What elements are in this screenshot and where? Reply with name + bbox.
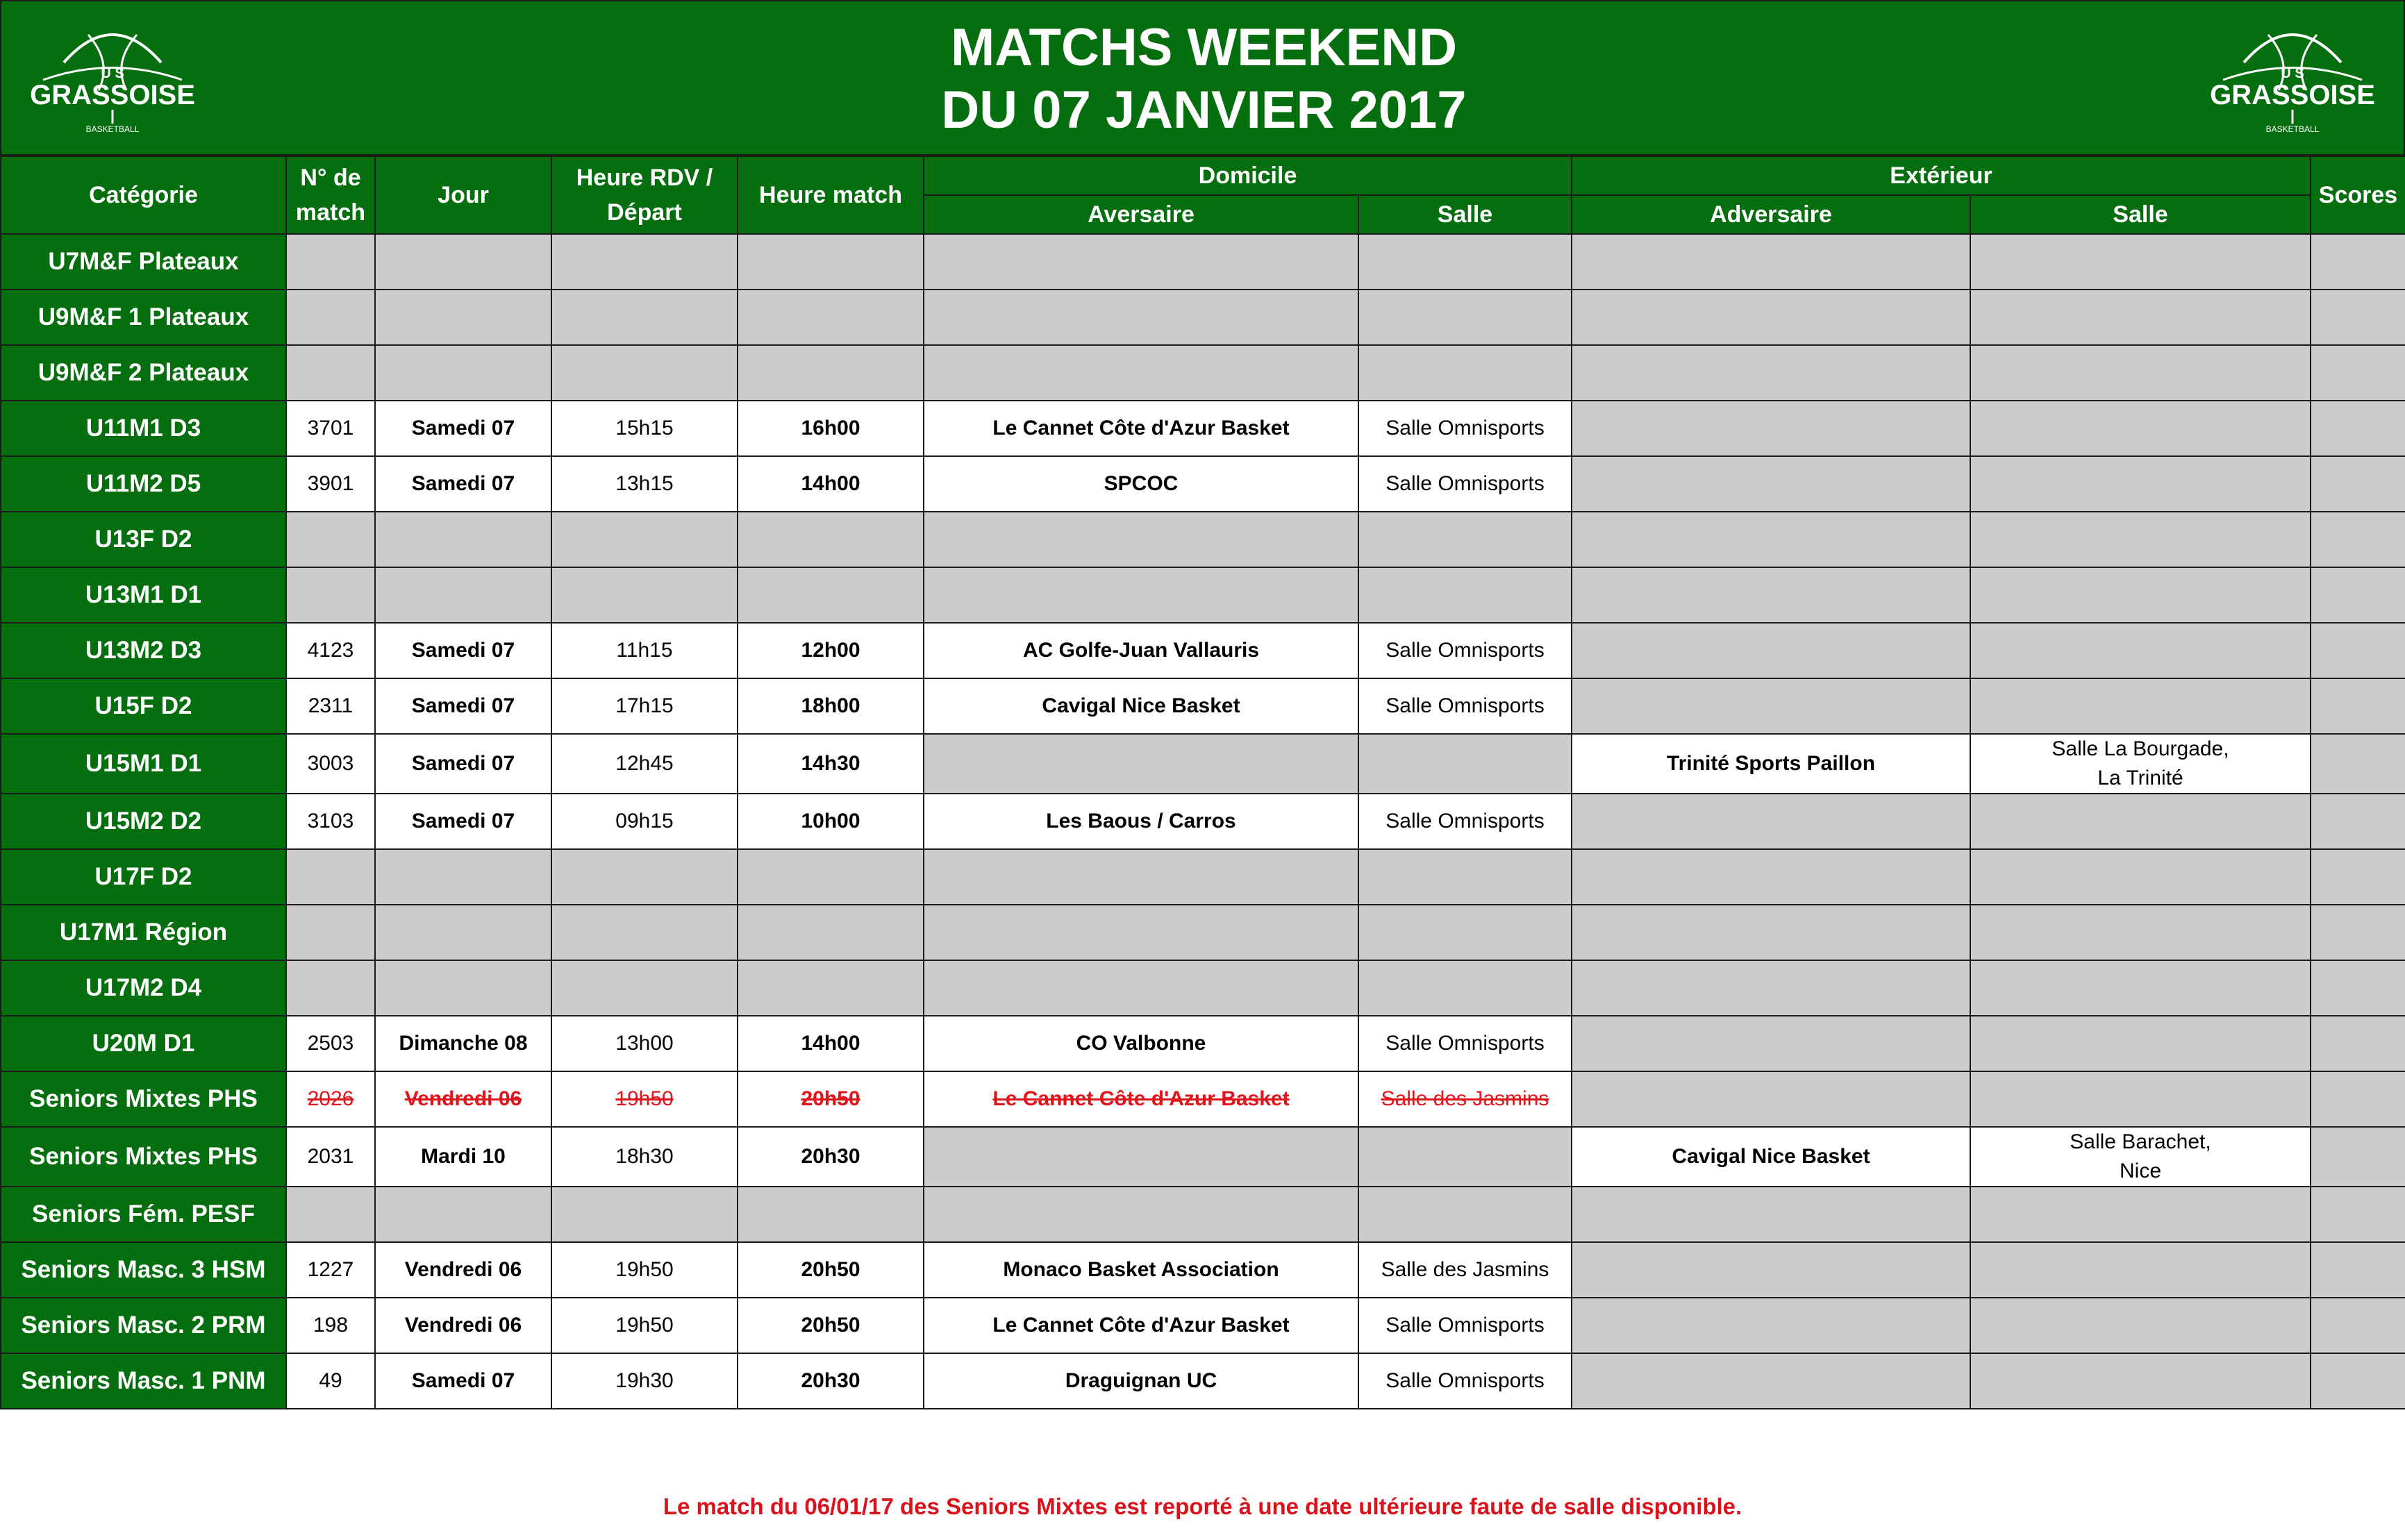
cell-category: U7M&F Plateaux — [1, 234, 286, 290]
cell-score — [2311, 290, 2405, 345]
cell-match-number: 1227 — [286, 1242, 375, 1298]
cell-away-venue — [1970, 1242, 2311, 1298]
cell-away-venue — [1970, 1353, 2311, 1409]
cell-match-number — [286, 905, 375, 960]
cell-day — [375, 234, 551, 290]
cell-match-number: 3701 — [286, 401, 375, 456]
cell-away-opponent — [1572, 512, 1970, 567]
cell-day — [375, 512, 551, 567]
cell-category: U17M1 Région — [1, 905, 286, 960]
cell-meeting-time: 11h15 — [551, 623, 738, 678]
cell-away-venue — [1970, 1071, 2311, 1127]
cell-home-venue: Salle Omnisports — [1358, 623, 1572, 678]
cell-home-venue: Salle des Jasmins — [1358, 1242, 1572, 1298]
cell-meeting-time — [551, 512, 738, 567]
table-row — [1, 678, 2405, 734]
cell-score — [2311, 234, 2405, 290]
cell-away-opponent — [1572, 623, 1970, 678]
cell-match-number — [286, 512, 375, 567]
table-row — [1, 1127, 2405, 1187]
cell-score — [2311, 1071, 2405, 1127]
cell-away-venue: Salle La Bourgade, La Trinité — [1970, 734, 2311, 794]
cell-meeting-time: 13h15 — [551, 456, 738, 512]
cell-match-time — [738, 849, 924, 905]
header-scores: Scores — [2311, 156, 2405, 234]
cell-day: Vendredi 06 — [375, 1242, 551, 1298]
cell-category: Seniors Masc. 1 PNM — [1, 1353, 286, 1409]
cell-match-time: 18h00 — [738, 678, 924, 734]
cell-home-opponent: SPCOC — [924, 456, 1358, 512]
cell-away-opponent: Cavigal Nice Basket — [1572, 1127, 1970, 1187]
cell-category: U11M1 D3 — [1, 401, 286, 456]
cell-category: U17F D2 — [1, 849, 286, 905]
cell-day — [375, 960, 551, 1016]
cell-match-number: 4123 — [286, 623, 375, 678]
header-exterieur: Extérieur — [1572, 156, 2311, 195]
cell-away-venue — [1970, 1016, 2311, 1071]
postponement-notice: Le match du 06/01/17 des Seniors Mixtes est reporté à une date ultérieure faute de salle disponible. — [663, 1493, 1742, 1519]
page-title-line2: DU 07 JANVIER 2017 — [941, 81, 1467, 140]
header-domicile-salle: Salle — [1358, 195, 1572, 234]
cell-match-time: 14h30 — [738, 734, 924, 794]
cell-meeting-time: 12h45 — [551, 734, 738, 794]
cell-away-venue — [1970, 1298, 2311, 1353]
cell-score — [2311, 1127, 2405, 1187]
cell-score — [2311, 1298, 2405, 1353]
header-exterieur-adversaire: Adversaire — [1572, 195, 1970, 234]
cell-away-opponent — [1572, 567, 1970, 623]
cell-score — [2311, 345, 2405, 401]
cell-home-venue — [1358, 234, 1572, 290]
cell-day — [375, 290, 551, 345]
cell-match-time — [738, 512, 924, 567]
cell-match-time: 14h00 — [738, 456, 924, 512]
cell-score — [2311, 849, 2405, 905]
table-row — [1, 794, 2405, 849]
cell-meeting-time — [551, 849, 738, 905]
cell-match-time — [738, 905, 924, 960]
cell-home-opponent — [924, 567, 1358, 623]
cell-category: U11M2 D5 — [1, 456, 286, 512]
cell-category: Seniors Masc. 3 HSM — [1, 1242, 286, 1298]
cell-category: U15F D2 — [1, 678, 286, 734]
cell-category: U13F D2 — [1, 512, 286, 567]
cell-match-number — [286, 567, 375, 623]
cell-match-number — [286, 234, 375, 290]
cell-home-opponent: Monaco Basket Association — [924, 1242, 1358, 1298]
cell-day — [375, 345, 551, 401]
cell-home-opponent: AC Golfe-Juan Vallauris — [924, 623, 1358, 678]
cell-match-time: 16h00 — [738, 401, 924, 456]
table-row — [1, 1187, 2405, 1242]
cell-away-venue — [1970, 290, 2311, 345]
cell-day: Samedi 07 — [375, 794, 551, 849]
cell-category: U17M2 D4 — [1, 960, 286, 1016]
cell-match-number: 3103 — [286, 794, 375, 849]
cell-meeting-time — [551, 290, 738, 345]
cell-meeting-time — [551, 234, 738, 290]
cell-home-opponent — [924, 512, 1358, 567]
cell-away-venue — [1970, 678, 2311, 734]
cell-away-venue — [1970, 623, 2311, 678]
table-row — [1, 849, 2405, 905]
cell-score — [2311, 401, 2405, 456]
cell-meeting-time — [551, 1187, 738, 1242]
header-categorie: Catégorie — [1, 156, 286, 234]
cell-home-opponent — [924, 345, 1358, 401]
cell-meeting-time: 13h00 — [551, 1016, 738, 1071]
cell-score — [2311, 678, 2405, 734]
cell-away-opponent — [1572, 1242, 1970, 1298]
club-logo-right — [2202, 14, 2383, 139]
cell-away-venue — [1970, 849, 2311, 905]
table-row — [1, 1242, 2405, 1298]
cell-away-opponent — [1572, 794, 1970, 849]
cell-score — [2311, 734, 2405, 794]
cell-away-opponent — [1572, 1298, 1970, 1353]
cell-home-venue: Salle Omnisports — [1358, 401, 1572, 456]
cell-meeting-time: 17h15 — [551, 678, 738, 734]
table-row — [1, 456, 2405, 512]
cell-score — [2311, 960, 2405, 1016]
cell-meeting-time: 19h30 — [551, 1353, 738, 1409]
match-schedule-table — [0, 156, 2405, 1409]
cell-match-number: 2031 — [286, 1127, 375, 1187]
cell-home-opponent — [924, 1127, 1358, 1187]
cell-match-time — [738, 567, 924, 623]
cell-home-opponent: Le Cannet Côte d'Azur Basket — [924, 401, 1358, 456]
cell-home-opponent: Cavigal Nice Basket — [924, 678, 1358, 734]
cell-home-venue — [1358, 734, 1572, 794]
cell-away-opponent — [1572, 905, 1970, 960]
cell-meeting-time — [551, 567, 738, 623]
cell-day: Samedi 07 — [375, 734, 551, 794]
cell-day: Vendredi 06 — [375, 1298, 551, 1353]
cell-home-venue — [1358, 567, 1572, 623]
cell-match-number: 2503 — [286, 1016, 375, 1071]
cell-home-opponent — [924, 290, 1358, 345]
cell-away-opponent — [1572, 1016, 1970, 1071]
cell-home-venue: Salle Omnisports — [1358, 678, 1572, 734]
cell-meeting-time — [551, 905, 738, 960]
cell-match-time: 20h50 — [738, 1298, 924, 1353]
cell-home-opponent — [924, 234, 1358, 290]
cell-home-opponent — [924, 960, 1358, 1016]
cell-match-time: 12h00 — [738, 623, 924, 678]
svg-text:U S: U S — [2281, 66, 2304, 81]
cell-category: Seniors Masc. 2 PRM — [1, 1298, 286, 1353]
cell-meeting-time: 19h50 — [551, 1298, 738, 1353]
cell-away-venue — [1970, 234, 2311, 290]
cell-home-venue — [1358, 960, 1572, 1016]
cell-home-venue: Salle Omnisports — [1358, 1353, 1572, 1409]
svg-text:GRASSOISE: GRASSOISE — [2210, 80, 2375, 110]
cell-match-time — [738, 1187, 924, 1242]
header-domicile-adversaire: Aversaire — [924, 195, 1358, 234]
cell-score — [2311, 1187, 2405, 1242]
cell-match-time: 10h00 — [738, 794, 924, 849]
cell-category: U15M1 D1 — [1, 734, 286, 794]
cell-match-number: 49 — [286, 1353, 375, 1409]
table-row — [1, 234, 2405, 290]
cell-home-venue: Salle Omnisports — [1358, 456, 1572, 512]
header-heure-match: Heure match — [738, 156, 924, 234]
table-row — [1, 401, 2405, 456]
cell-away-opponent — [1572, 849, 1970, 905]
table-body — [1, 234, 2405, 1409]
table-header — [1, 156, 2405, 234]
cell-category: Seniors Mixtes PHS — [1, 1071, 286, 1127]
cell-match-number — [286, 345, 375, 401]
cell-score — [2311, 512, 2405, 567]
svg-text:U S: U S — [101, 66, 124, 81]
cell-away-opponent — [1572, 401, 1970, 456]
title-banner — [0, 0, 2405, 156]
cell-day: Samedi 07 — [375, 1353, 551, 1409]
cell-meeting-time: 18h30 — [551, 1127, 738, 1187]
cell-home-opponent — [924, 1187, 1358, 1242]
cell-match-time: 20h50 — [738, 1242, 924, 1298]
table-row — [1, 623, 2405, 678]
cell-score — [2311, 623, 2405, 678]
cell-category: U9M&F 1 Plateaux — [1, 290, 286, 345]
cell-home-venue — [1358, 345, 1572, 401]
cell-category: U13M1 D1 — [1, 567, 286, 623]
cell-away-venue — [1970, 512, 2311, 567]
cell-match-number — [286, 1187, 375, 1242]
table-row — [1, 512, 2405, 567]
cell-away-opponent — [1572, 234, 1970, 290]
header-no-match: N° de match — [286, 156, 375, 234]
cell-category: U15M2 D2 — [1, 794, 286, 849]
svg-text:GRASSOISE: GRASSOISE — [30, 80, 195, 110]
cell-match-number — [286, 290, 375, 345]
cell-home-venue: Salle Omnisports — [1358, 1298, 1572, 1353]
cell-category: U9M&F 2 Plateaux — [1, 345, 286, 401]
cell-meeting-time: 09h15 — [551, 794, 738, 849]
cell-day: Samedi 07 — [375, 401, 551, 456]
cell-away-opponent — [1572, 1071, 1970, 1127]
svg-text:BASKETBALL: BASKETBALL — [85, 124, 140, 134]
cell-away-opponent — [1572, 290, 1970, 345]
cell-away-opponent — [1572, 960, 1970, 1016]
cell-day — [375, 849, 551, 905]
cell-home-venue — [1358, 849, 1572, 905]
table-row — [1, 567, 2405, 623]
cell-match-time — [738, 234, 924, 290]
cell-category: Seniors Fém. PESF — [1, 1187, 286, 1242]
cell-away-venue: Salle Barachet, Nice — [1970, 1127, 2311, 1187]
cell-day — [375, 567, 551, 623]
svg-text:BASKETBALL: BASKETBALL — [2265, 124, 2320, 134]
cell-meeting-time — [551, 960, 738, 1016]
cell-day — [375, 1187, 551, 1242]
cell-away-venue — [1970, 567, 2311, 623]
cell-away-venue — [1970, 345, 2311, 401]
cell-home-venue: Salle Omnisports — [1358, 794, 1572, 849]
cell-home-venue — [1358, 1127, 1572, 1187]
cell-home-opponent — [924, 849, 1358, 905]
cell-category: U20M D1 — [1, 1016, 286, 1071]
cell-score — [2311, 905, 2405, 960]
cell-score — [2311, 794, 2405, 849]
cell-away-venue — [1970, 794, 2311, 849]
cell-away-opponent — [1572, 678, 1970, 734]
header-exterieur-salle: Salle — [1970, 195, 2311, 234]
cell-home-venue — [1358, 1187, 1572, 1242]
cell-day: Samedi 07 — [375, 678, 551, 734]
header-jour: Jour — [375, 156, 551, 234]
cell-home-opponent — [924, 905, 1358, 960]
cell-match-time: 20h50 — [738, 1071, 924, 1127]
cell-meeting-time: 19h50 — [551, 1071, 738, 1127]
cell-score — [2311, 456, 2405, 512]
cell-score — [2311, 1242, 2405, 1298]
page-title-line1: MATCHS WEEKEND — [950, 18, 1457, 77]
cell-day: Samedi 07 — [375, 456, 551, 512]
cell-meeting-time: 19h50 — [551, 1242, 738, 1298]
cell-home-opponent: CO Valbonne — [924, 1016, 1358, 1071]
table-row — [1, 1298, 2405, 1353]
cell-home-opponent: Le Cannet Côte d'Azur Basket — [924, 1071, 1358, 1127]
cell-home-venue — [1358, 512, 1572, 567]
cell-match-time — [738, 345, 924, 401]
cell-match-time: 14h00 — [738, 1016, 924, 1071]
cell-away-opponent: Trinité Sports Paillon — [1572, 734, 1970, 794]
table-row — [1, 290, 2405, 345]
cell-score — [2311, 1016, 2405, 1071]
cell-match-number — [286, 960, 375, 1016]
cell-score — [2311, 567, 2405, 623]
cell-match-time: 20h30 — [738, 1353, 924, 1409]
cell-away-opponent — [1572, 345, 1970, 401]
cell-match-number: 3901 — [286, 456, 375, 512]
cell-away-opponent — [1572, 456, 1970, 512]
cell-home-venue: Salle Omnisports — [1358, 1016, 1572, 1071]
cell-day: Mardi 10 — [375, 1127, 551, 1187]
cell-match-number — [286, 849, 375, 905]
cell-match-number: 3003 — [286, 734, 375, 794]
cell-away-venue — [1970, 401, 2311, 456]
header-heure-rdv: Heure RDV / Départ — [551, 156, 738, 234]
table-row — [1, 1016, 2405, 1071]
cell-match-time: 20h30 — [738, 1127, 924, 1187]
cell-home-opponent — [924, 734, 1358, 794]
cell-category: U13M2 D3 — [1, 623, 286, 678]
cell-day: Dimanche 08 — [375, 1016, 551, 1071]
table-row — [1, 345, 2405, 401]
cell-meeting-time — [551, 345, 738, 401]
cell-away-venue — [1970, 456, 2311, 512]
cell-away-opponent — [1572, 1187, 1970, 1242]
cell-home-opponent: Le Cannet Côte d'Azur Basket — [924, 1298, 1358, 1353]
cell-match-time — [738, 290, 924, 345]
cell-home-venue — [1358, 905, 1572, 960]
cell-meeting-time: 15h15 — [551, 401, 738, 456]
table-row — [1, 1353, 2405, 1409]
cell-day: Samedi 07 — [375, 623, 551, 678]
cell-away-venue — [1970, 1187, 2311, 1242]
cell-home-opponent: Draguignan UC — [924, 1353, 1358, 1409]
cell-score — [2311, 1353, 2405, 1409]
cell-day: Vendredi 06 — [375, 1071, 551, 1127]
cell-category: Seniors Mixtes PHS — [1, 1127, 286, 1187]
cell-away-venue — [1970, 960, 2311, 1016]
cell-match-number: 198 — [286, 1298, 375, 1353]
header-domicile: Domicile — [924, 156, 1572, 195]
table-row — [1, 734, 2405, 794]
table-row — [1, 1071, 2405, 1127]
cell-home-venue — [1358, 290, 1572, 345]
cell-match-number: 2311 — [286, 678, 375, 734]
cell-day — [375, 905, 551, 960]
table-row — [1, 960, 2405, 1016]
cell-away-opponent — [1572, 1353, 1970, 1409]
cell-home-venue: Salle des Jasmins — [1358, 1071, 1572, 1127]
cell-home-opponent: Les Baous / Carros — [924, 794, 1358, 849]
table-row — [1, 905, 2405, 960]
cell-away-venue — [1970, 905, 2311, 960]
cell-match-time — [738, 960, 924, 1016]
cell-match-number: 2026 — [286, 1071, 375, 1127]
